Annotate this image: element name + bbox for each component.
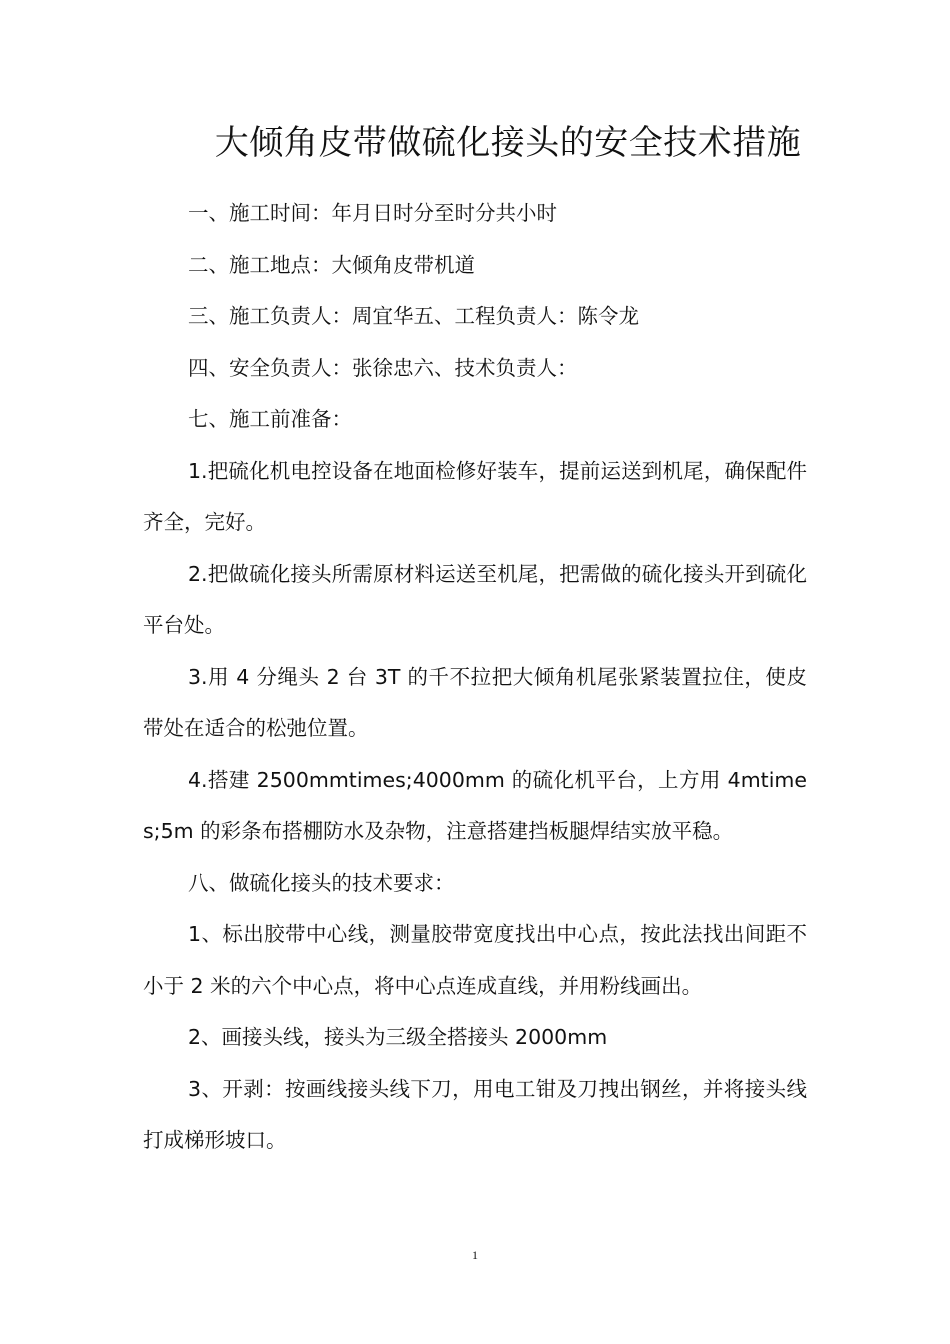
section-construction-leader: 三、施工负责人：周宜华五、工程负责人：陈令龙	[188, 304, 639, 328]
requirement-item-3: 3、开剥：按画线接头线下刀，用电工钳及刀拽出钢丝，并将接头线打成梯形坡口。	[143, 1076, 807, 1152]
preparation-item-4: 4.搭建 2500mmtimes;4000mm 的硫化机平台，上方用 4mtimes;5m 的彩条布搭棚防水及杂物，注意搭建挡板腿焊结实放平稳。	[143, 767, 807, 843]
requirement-item-1: 1、标出胶带中心线，测量胶带宽度找出中心点，按此法找出间距不小于 2 米的六个中心点，将中心点连成直线，并用粉线画出。	[143, 922, 807, 998]
preparation-item-1: 1.把硫化机电控设备在地面检修好装车，提前运送到机尾，确保配件齐全，完好。	[143, 458, 807, 534]
document-title: 大倾角皮带做硫化接头的安全技术措施	[214, 123, 802, 163]
section-technical-requirements-heading: 八、做硫化接头的技术要求：	[188, 870, 455, 895]
requirement-item-2: 2、画接头线，接头为三级全搭接头 2000mm	[188, 1025, 608, 1049]
document-body	[143, 188, 807, 1167]
section-safety-leader: 四、安全负责人：张徐忠六、技术负责人：	[188, 355, 578, 380]
section-construction-site: 二、施工地点：大倾角皮带机道	[188, 252, 475, 277]
section-construction-time: 一、施工时间：年月日时分至时分共小时	[188, 201, 557, 225]
preparation-item-2: 2.把做硫化接头所需原材料运送至机尾，把需做的硫化接头开到硫化平台处。	[143, 561, 807, 637]
section-preparation-heading: 七、施工前准备：	[188, 407, 352, 431]
preparation-item-3: 3.用 4 分绳头 2 台 3T 的千不拉把大倾角机尾张紧装置拉住，使皮带处在适合的松弛位置。	[143, 664, 807, 740]
page-number: 1	[472, 1248, 478, 1262]
